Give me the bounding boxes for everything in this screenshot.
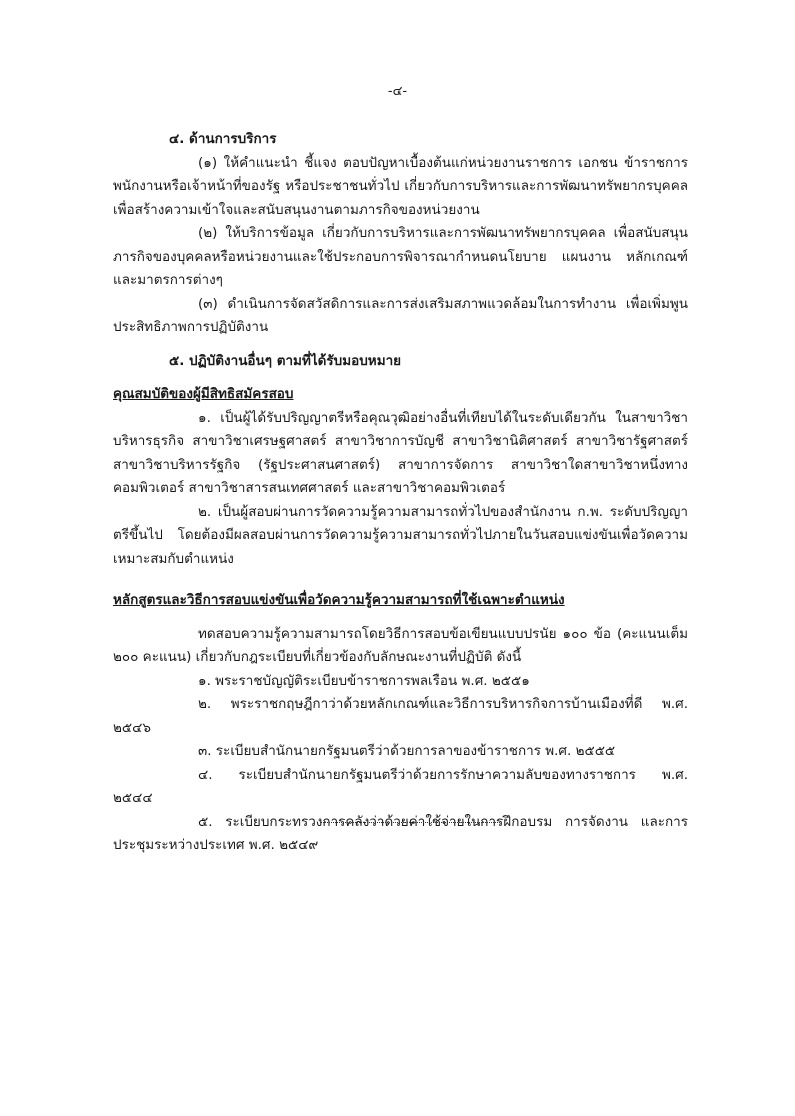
service-item-2: (๒) ให้บริการข้อมูล เกี่ยวกับการบริหารและการพัฒนาทรัพยากรบุคคล เพื่อสนับสนุนภารกิจของบุคคลหรือหน่วยงานและใช้ประกอบการพิจารณากำหนดนโยบาย แผนงาน หลักเกณฑ์และมาตรการต่างๆ	[113, 225, 688, 288]
exam-intro: ทดสอบความรู้ความสามารถโดยวิธีการสอบข้อเขียนแบบปรนัย ๑๐๐ ข้อ (คะแนนเต็ม ๒๐๐ คะแนน) เกี่ยวกับกฎระเบียบที่เกี่ยวข้องกับลักษณะงานที่ปฏิบัติ ดังนี้	[113, 625, 688, 665]
page-number: -๔-	[387, 84, 408, 99]
exam-item-1: ๑. พระราชบัญญัติระเบียบข้าราชการพลเรือน พ.ศ. ๒๕๕๑	[198, 672, 530, 689]
qualification-item-2: ๒. เป็นผู้สอบผ่านการวัดความรู้ความสามารถทั่วไปของสำนักงาน ก.พ. ระดับปริญญาตรีขึ้นไป โดยต้องมีผลสอบผ่านการวัดความรู้ความสามารถทั่วไปภายในวันสอบแข่งขันเพื่อวัดความเหมาะสมกับตำแหน่ง	[113, 503, 688, 567]
qualifications-heading: คุณสมบัติของผู้มีสิทธิสมัครสอบ	[113, 386, 294, 402]
qualification-item-1: ๑. เป็นผู้ได้รับปริญญาตรีหรือคุณวุฒิอย่างอื่นที่เทียบได้ในระดับเดียวกัน ในสาขาวิชาบริหารธุรกิจ สาขาวิชาเศรษฐศาสตร์ สาขาวิชาการบัญชี สาขาวิชานิติศาสตร์ สาขาวิชารัฐศาสตร์ สาขาวิชาบริหารรัฐกิจ (รัฐประศาสนศาสตร์) สาขาการจัดการ สาขาวิชาใดสาขาวิชาหนึ่งทางคอมพิวเตอร์ สาขาวิชาสารสนเทศศาสตร์ และสาขาวิชาคอมพิวเตอร์	[113, 409, 688, 496]
service-item-1: (๑) ให้คำแนะนำ ชี้แจง ตอบปัญหาเบื้องต้นแก่หน่วยงานราชการ เอกชน ข้าราชการ พนักงานหรือเจ้าหน้าที่ของรัฐ หรือประชาชนทั่วไป เกี่ยวกับการบริหารและการพัฒนาทรัพยากรบุคคล เพื่อสร้างความเข้าใจและสนับสนุนงานตามภารกิจของหน่วยงาน	[113, 154, 688, 218]
exam-item-2: ๒. พระราชกฤษฎีกาว่าด้วยหลักเกณฑ์และวิธีการบริหารกิจการบ้านเมืองที่ดี พ.ศ. ๒๕๔๖	[113, 696, 688, 736]
service-item-3: (๓) ดำเนินการจัดสวัสดิการและการส่งเสริมสภาพแวดล้อมในการทำงาน เพื่อเพิ่มพูนประสิทธิภาพการปฏิบัติงาน	[113, 295, 688, 335]
service-section-heading: ๔. ด้านการบริการ	[169, 131, 277, 147]
end-divider	[320, 822, 500, 823]
other-duties-heading: ๕. ปฏิบัติงานอื่นๆ ตามที่ได้รับมอบหมาย	[169, 352, 402, 369]
document-body	[113, 128, 688, 858]
exam-item-4: ๔. ระเบียบสำนักนายกรัฐมนตรีว่าด้วยการรักษาความลับของทางราชการ พ.ศ. ๒๕๔๔	[113, 766, 688, 806]
exam-item-3: ๓. ระเบียบสำนักนายกรัฐมนตรีว่าด้วยการลาของข้าราชการ พ.ศ. ๒๕๕๕	[198, 743, 616, 759]
exam-heading: หลักสูตรและวิธีการสอบแข่งขันเพื่อวัดความรู้ความสามารถที่ใช้เฉพาะตำแหน่ง	[113, 592, 565, 608]
exam-item-5: ๕. ระเบียบกระทรวงการคลังว่าด้วยค่าใช้จ่ายในการฝึกอบรม การจัดงาน และการประชุมระหว่างประเทศ พ.ศ. ๒๕๔๙	[113, 813, 688, 853]
